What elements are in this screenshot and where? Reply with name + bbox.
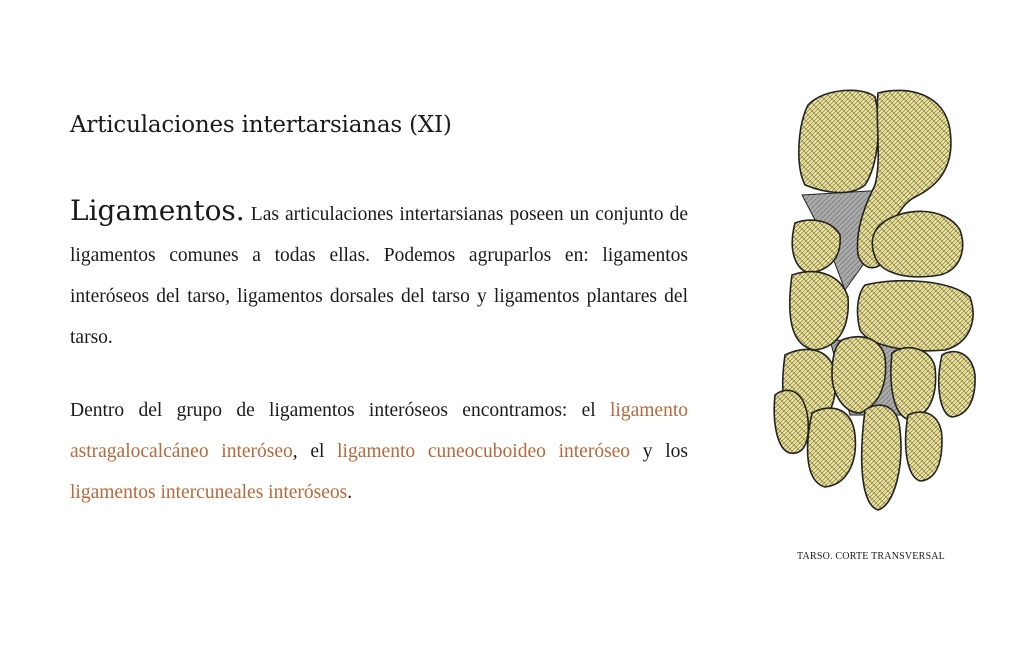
figure-caption: TARSO. CORTE TRANSVERSAL [797,551,945,562]
ligaments-heading: Ligamentos. [70,194,245,227]
cuneiform-medial-bone [790,272,848,350]
metatarsal-base-bone-3 [774,390,808,453]
page-title: Articulaciones intertarsianas (XI) [70,112,452,138]
interosseous-paragraph [70,390,688,513]
talus-bone [799,90,879,192]
cuboid-bone [872,211,962,276]
link-intercuneiform-ligaments[interactable]: ligamentos intercuneales interóseos [70,482,348,503]
interosseous-text-2: , el [292,441,338,462]
navicular-bone [792,220,840,273]
metatarsal-base-bone-4 [808,408,856,487]
interosseous-text-3: y los [630,441,688,462]
metatarsal-base-bone-1 [891,348,936,420]
tarsus-cross-section-illustration [770,85,980,515]
link-astragalocalcaneal-ligament[interactable]: ligamento astragalocalcáneo interóseo [70,400,688,462]
link-cuneocuboid-ligament[interactable]: ligamento cuneocuboideo interóseo [337,441,631,462]
cuboid-lower-bone [858,281,973,351]
ligaments-paragraph [70,190,688,358]
metatarsal-base-bone-5 [862,405,901,510]
metatarsal-base-bone-6 [906,412,942,481]
interosseous-text-4: . [347,482,353,503]
metatarsal-base-bone-2 [939,352,975,417]
ligaments-intro-text: Las articulaciones intertarsianas poseen un conjunto de ligamentos comunes a todas ellas. Podemos agruparlos en: ligamentos interóseos del tarso, ligamentos dorsales del tarso y ligamentos plantares del tarso. [70,204,688,348]
interosseous-text-1: Dentro del grupo de ligamentos interóseos encontramos: el [70,400,611,421]
